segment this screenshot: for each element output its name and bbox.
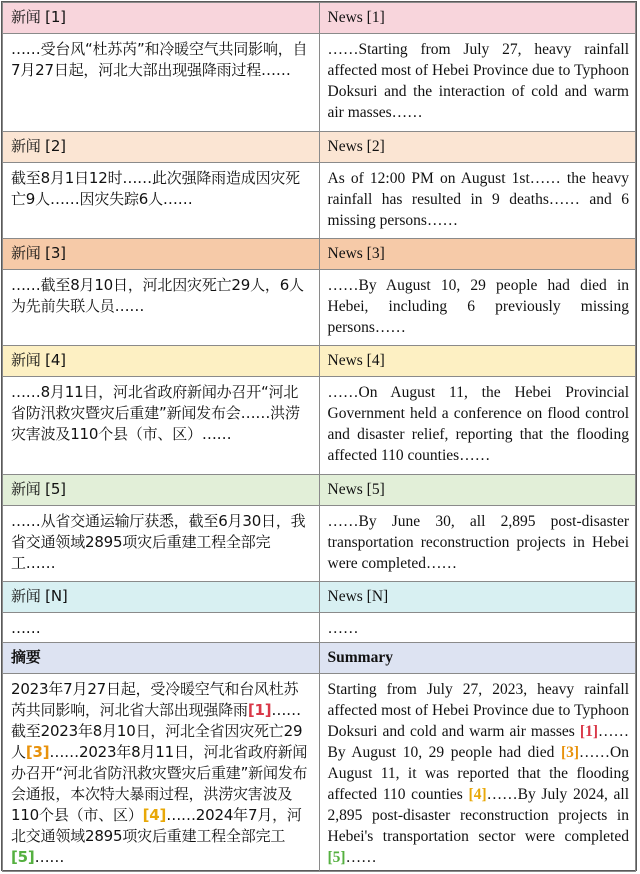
- news-4-en-text: ……On August 11, the Hebei Provincial Government held a conference on flood control and disaster relief, reporting that the flooding affected 110 counties……: [319, 377, 636, 475]
- news-5-en-label: News [5]: [319, 475, 636, 506]
- news-4-en-label: News [4]: [319, 346, 636, 377]
- news-2-header-row: [3, 132, 636, 163]
- news-3-zh-text: ……截至8月10日，河北因灾死亡29人，6人为先前失联人员……: [3, 270, 320, 346]
- news-3-body-row: [3, 270, 636, 346]
- news-2-en-text: As of 12:00 PM on August 1st…… the heavy rainfall has resulted in 9 deaths…… and 6 missing persons……: [319, 163, 636, 239]
- news-2-zh-text: 截至8月1日12时……此次强降雨造成因灾死亡9人……因灾失踪6人……: [3, 163, 320, 239]
- news-n-zh-label: 新闻 [N]: [3, 582, 320, 613]
- summary-en-part-3: ……On August 11, it was reported that the flooding affected 110 counties: [327, 744, 629, 803]
- summary-zh-text: [3, 674, 320, 872]
- summary-header-row: [3, 643, 636, 674]
- news-n-zh-text: ……: [3, 613, 320, 643]
- news-5-header-row: [3, 475, 636, 506]
- news-n-header-row: [3, 582, 636, 613]
- news-n-en-text: ……: [319, 613, 636, 643]
- news-3-en-text: ……By August 10, 29 people had died in Hebei, including 6 previously missing persons……: [319, 270, 636, 346]
- summary-en-part-1: Starting from July 27, 2023, heavy rainfall affected most of Hebei Province due to Typhoon Doksuri and cold and warm air masses: [327, 681, 629, 740]
- news-2-en-label: News [2]: [319, 132, 636, 163]
- news-1-en-label: News [1]: [319, 3, 636, 34]
- summary-zh-part-2: ……截至2023年8月10日，河北全省因灾死亡29人: [11, 701, 303, 761]
- summary-zh-ref-5: [5]: [11, 848, 35, 866]
- news-5-body-row: [3, 506, 636, 582]
- news-5-zh-text: ……从省交通运输厅获悉，截至6月30日，我省交通领域2895项灾后重建工程全部完工……: [3, 506, 320, 582]
- summary-zh-ref-4: [4]: [142, 806, 167, 824]
- news-4-zh-text: ……8月11日，河北省政府新闻办召开“河北省防汛救灾暨灾后重建”新闻发布会……洪涝灾害波及110个县（市、区）……: [3, 377, 320, 475]
- news-1-en-text: ……Starting from July 27, heavy rainfall affected most of Hebei Province due to Typhoon Doksuri and the interaction of cold and warm air masses……: [319, 34, 636, 132]
- summary-zh-part-1: 2023年7月27日起，受冷暖空气和台风杜苏芮共同影响，河北省大部出现强降雨: [11, 680, 299, 719]
- summary-en-part-4: ……By July 2024, all 2,895 post-disaster reconstruction projects in Hebei's transportation sector were completed: [327, 786, 630, 845]
- news-1-header-row: [3, 3, 636, 34]
- news-n-en-label: News [N]: [319, 582, 636, 613]
- news-2-body-row: [3, 163, 636, 239]
- summary-en-part-2: ……By August 10, 29 people had died: [327, 723, 629, 761]
- news-summary-table-frame: [1, 1, 637, 871]
- summary-en-text: [319, 674, 636, 872]
- news-4-body-row: [3, 377, 636, 475]
- news-1-zh-label: 新闻 [1]: [3, 3, 320, 34]
- news-summary-table: [2, 2, 636, 872]
- news-4-zh-label: 新闻 [4]: [3, 346, 320, 377]
- news-n-body-row: [3, 613, 636, 643]
- news-1-body-row: [3, 34, 636, 132]
- news-5-en-text: ……By June 30, all 2,895 post-disaster transportation reconstruction projects in Hebei were completed……: [319, 506, 636, 582]
- news-4-header-row: [3, 346, 636, 377]
- summary-zh-ref-3: [3]: [25, 743, 50, 761]
- news-5-zh-label: 新闻 [5]: [3, 475, 320, 506]
- summary-en-label: Summary: [319, 643, 636, 674]
- summary-en-ref-4: [4]: [468, 786, 487, 803]
- summary-en-ref-5: [5]: [327, 849, 346, 866]
- news-2-zh-label: 新闻 [2]: [3, 132, 320, 163]
- summary-body-row: [3, 674, 636, 872]
- summary-en-ref-1: [1]: [579, 723, 598, 740]
- news-1-zh-text: ……受台风“杜苏芮”和冷暖空气共同影响，自7月27日起，河北大部出现强降雨过程……: [3, 34, 320, 132]
- news-3-header-row: [3, 239, 636, 270]
- news-3-en-label: News [3]: [319, 239, 636, 270]
- news-3-zh-label: 新闻 [3]: [3, 239, 320, 270]
- summary-zh-part-3: ……2023年8月11日，河北省政府新闻办召开“河北省防汛救灾暨灾后重建”新闻发布会通报，本次特大暴雨过程，洪涝灾害波及110个县（市、区）: [11, 743, 308, 824]
- summary-en-part-5: ……: [345, 849, 377, 866]
- summary-zh-label: 摘要: [3, 643, 320, 674]
- summary-zh-part-4: ……2024年7月，河北交通领域2895项灾后重建工程全部完工: [11, 806, 302, 845]
- summary-en-ref-3: [3]: [560, 744, 580, 761]
- summary-zh-part-5: ……: [34, 848, 65, 866]
- summary-zh-ref-1: [1]: [247, 701, 272, 719]
